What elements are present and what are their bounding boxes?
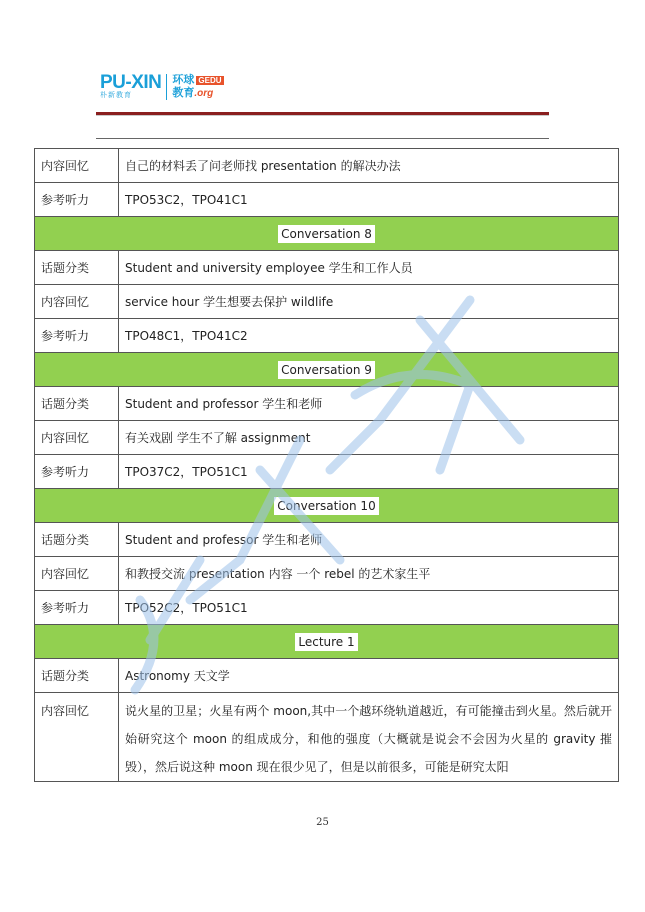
row-value: TPO52C2，TPO51C1 bbox=[119, 591, 619, 625]
row-value: 自己的材料丢了问老师找 presentation 的解决办法 bbox=[119, 149, 619, 183]
logo-gedu-top: 环球 GEDU bbox=[172, 73, 222, 86]
logo-puxin-sub: 朴新教育 bbox=[100, 91, 132, 99]
logo bbox=[100, 72, 224, 102]
logo-separator bbox=[166, 74, 167, 100]
table-row bbox=[35, 523, 619, 557]
row-value: 和教授交流 presentation 内容 一个 rebel 的艺术家生平 bbox=[119, 557, 619, 591]
row-value: Astronomy 天文学 bbox=[119, 659, 619, 693]
row-label: 参考听力 bbox=[35, 319, 119, 353]
row-label: 话题分类 bbox=[35, 523, 119, 557]
section-title: Conversation 9 bbox=[278, 361, 375, 379]
row-value: TPO53C2，TPO41C1 bbox=[119, 183, 619, 217]
row-value: service hour 学生想要去保护 wildlife bbox=[119, 285, 619, 319]
section-title: Conversation 8 bbox=[278, 225, 375, 243]
table-row bbox=[35, 183, 619, 217]
table-row bbox=[35, 251, 619, 285]
row-value: Student and professor 学生和老师 bbox=[119, 387, 619, 421]
row-value: Student and professor 学生和老师 bbox=[119, 523, 619, 557]
row-label: 内容回忆 bbox=[35, 693, 119, 782]
row-label: 参考听力 bbox=[35, 591, 119, 625]
row-label: 参考听力 bbox=[35, 183, 119, 217]
row-label: 话题分类 bbox=[35, 251, 119, 285]
row-label: 内容回忆 bbox=[35, 149, 119, 183]
table-row bbox=[35, 285, 619, 319]
table-row bbox=[35, 557, 619, 591]
row-value: TPO37C2，TPO51C1 bbox=[119, 455, 619, 489]
header-underline bbox=[96, 138, 549, 139]
section-header bbox=[35, 217, 619, 251]
section-header bbox=[35, 625, 619, 659]
section-header bbox=[35, 353, 619, 387]
table-row bbox=[35, 591, 619, 625]
header-rule-shadow bbox=[96, 115, 549, 116]
row-label: 内容回忆 bbox=[35, 557, 119, 591]
row-label: 内容回忆 bbox=[35, 421, 119, 455]
row-value: 说火星的卫星；火星有两个 moon,其中一个越环绕轨道越近，有可能撞击到火星。然后就开始研究这个 moon 的组成成分，和他的强度（大概就是说会不会因为火星的 gravity 摧毁），然后说这种 moon 现在很少见了，但是以前很多，可能是研究太阳 bbox=[119, 693, 619, 782]
row-label: 话题分类 bbox=[35, 659, 119, 693]
table-row bbox=[35, 319, 619, 353]
row-label: 参考听力 bbox=[35, 455, 119, 489]
table-row bbox=[35, 421, 619, 455]
row-value: 有关戏剧 学生不了解 assignment bbox=[119, 421, 619, 455]
logo-gedu-bottom: 教育.org bbox=[172, 86, 214, 99]
section-header bbox=[35, 489, 619, 523]
content-table bbox=[34, 148, 619, 782]
row-label: 话题分类 bbox=[35, 387, 119, 421]
table-row bbox=[35, 149, 619, 183]
logo-puxin: PU-XIN bbox=[100, 72, 162, 93]
row-label: 内容回忆 bbox=[35, 285, 119, 319]
table-row bbox=[35, 387, 619, 421]
page-number: 25 bbox=[316, 817, 329, 828]
table-row bbox=[35, 693, 619, 782]
section-title: Conversation 10 bbox=[274, 497, 378, 515]
row-value: TPO48C1，TPO41C2 bbox=[119, 319, 619, 353]
table-row bbox=[35, 455, 619, 489]
table-row bbox=[35, 659, 619, 693]
section-title: Lecture 1 bbox=[295, 633, 357, 651]
row-value: Student and university employee 学生和工作人员 bbox=[119, 251, 619, 285]
